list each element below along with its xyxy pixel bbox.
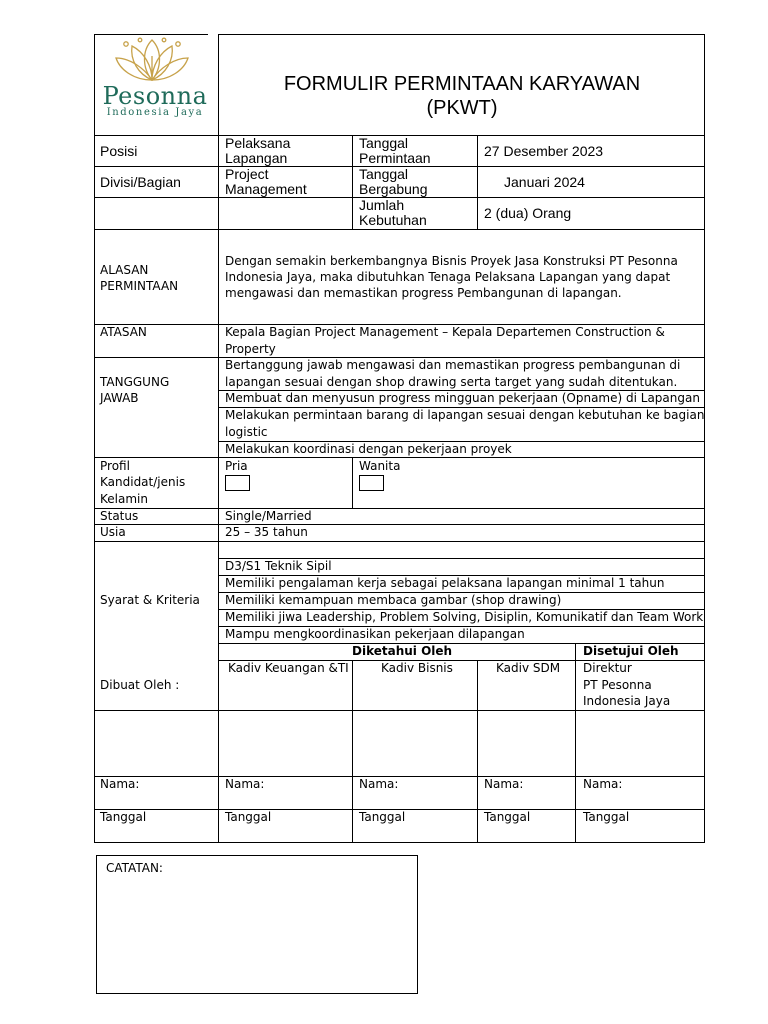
duty-1-line1: Bertanggung jawab mengawasi dan memastikan progress pembangunan di xyxy=(225,358,681,372)
criteria-item: Memiliki kemampuan membaca gambar (shop drawing) xyxy=(225,593,562,607)
tanggal-field-label: Tanggal xyxy=(225,810,272,824)
duty-2: Membuat dan menyusun progress mingguan pekerjaan (Opname) di Lapangan xyxy=(225,391,700,405)
tanggal-field-label: Tanggal xyxy=(359,810,406,824)
tanggal-field-label: Tanggal xyxy=(484,810,531,824)
direktur-label-line1: Direktur xyxy=(583,661,632,675)
profil-label-line2: Kandidat/jenis xyxy=(100,475,186,489)
nama-field-label: Nama: xyxy=(359,777,399,791)
tgl-permintaan-label-line2: Permintaan xyxy=(359,150,431,166)
catatan-label: CATATAN: xyxy=(106,861,163,875)
diketahui-oleh-heading: Diketahui Oleh xyxy=(352,644,453,658)
kadiv-bisnis-label: Kadiv Bisnis xyxy=(381,661,453,675)
lotus-icon xyxy=(112,36,192,82)
tgl-bergabung-label-line1: Tanggal xyxy=(359,166,409,182)
logo-wordmark: Pesonna xyxy=(102,82,208,110)
nama-field-label: Nama: xyxy=(484,777,524,791)
tanggung-jawab-label-line2: JAWAB xyxy=(100,391,139,405)
atasan-label: ATASAN xyxy=(100,325,147,339)
divisi-value-line1: Project xyxy=(225,166,269,182)
tgl-bergabung-label-line2: Bergabung xyxy=(359,181,428,197)
posisi-value-line1: Pelaksana xyxy=(225,135,291,151)
kadiv-sdm-label: Kadiv SDM xyxy=(496,661,561,675)
disetujui-oleh-heading: Disetujui Oleh xyxy=(583,644,679,658)
atasan-text-line2: Property xyxy=(225,342,276,356)
posisi-value-line2: Lapangan xyxy=(225,150,288,166)
duty-3-line1: Melakukan permintaan barang di lapangan sesuai dengan kebutuhan ke bagian xyxy=(225,408,705,422)
criteria-item: Mampu mengkoordinasikan pekerjaan dilapangan xyxy=(225,627,525,641)
nama-field-label: Nama: xyxy=(100,777,140,791)
alasan-label-line2: PERMINTAAN xyxy=(100,279,179,293)
direktur-label-line3: Indonesia Jaya xyxy=(583,694,671,708)
wanita-label: Wanita xyxy=(359,459,401,473)
profil-label-line3: Kelamin xyxy=(100,492,148,506)
criteria-item: Memiliki jiwa Leadership, Problem Solving, Disiplin, Komunikatif dan Team Work xyxy=(225,610,704,624)
posisi-label: Posisi xyxy=(100,143,138,159)
tgl-permintaan-label-line1: Tanggal xyxy=(359,135,409,151)
alasan-text-line2: Indonesia Jaya, maka dibutuhkan Tenaga Pelaksana Lapangan yang dapat xyxy=(225,270,671,284)
criteria-item: D3/S1 Teknik Sipil xyxy=(225,559,332,573)
usia-value: 25 – 35 tahun xyxy=(225,525,308,539)
title-line-1: FORMULIR PERMINTAAN KARYAWAN xyxy=(283,73,641,95)
tgl-bergabung-value: Januari 2024 xyxy=(504,174,585,190)
alasan-text-line1: Dengan semakin berkembangnya Bisnis Proyek Jasa Konstruksi PT Pesonna xyxy=(225,254,678,268)
wanita-checkbox[interactable] xyxy=(359,475,384,491)
catatan-box[interactable] xyxy=(96,855,418,994)
kadiv-keuangan-label: Kadiv Keuangan &TI xyxy=(228,661,349,675)
dibuat-oleh-label: Dibuat Oleh : xyxy=(100,678,180,692)
jumlah-label-line2: Kebutuhan xyxy=(359,212,427,228)
alasan-text-line3: mengawasi dan memastikan progress Pembangunan di lapangan. xyxy=(225,286,622,300)
usia-label: Usia xyxy=(100,525,126,539)
duty-4: Melakukan koordinasi dengan pekerjaan proyek xyxy=(225,442,512,456)
duty-3-line2: logistic xyxy=(225,425,268,439)
status-label: Status xyxy=(100,509,139,523)
alasan-label-line1: ALASAN xyxy=(100,263,149,277)
jumlah-value: 2 (dua) Orang xyxy=(484,205,572,221)
tgl-permintaan-value: 27 Desember 2023 xyxy=(484,143,604,159)
criteria-item: Memiliki pengalaman kerja sebagai pelaksana lapangan minimal 1 tahun xyxy=(225,576,665,590)
tanggal-field-label: Tanggal xyxy=(583,810,630,824)
duty-1-line2: lapangan sesuai dengan shop drawing serta target yang sudah ditentukan. xyxy=(225,375,678,389)
profil-label-line1: Profil xyxy=(100,459,130,473)
jumlah-label-line1: Jumlah xyxy=(359,197,405,213)
nama-field-label: Nama: xyxy=(225,777,265,791)
pria-label: Pria xyxy=(225,459,248,473)
direktur-label-line2: PT Pesonna xyxy=(583,678,652,692)
pria-checkbox[interactable] xyxy=(225,475,250,491)
page-title xyxy=(219,72,705,120)
status-value: Single/Married xyxy=(225,509,312,523)
divisi-label: Divisi/Bagian xyxy=(100,174,181,190)
logo-subtitle: Indonesia Jaya xyxy=(106,107,204,118)
tanggung-jawab-label-line1: TANGGUNG xyxy=(100,375,170,389)
divisi-value-line2: Management xyxy=(225,181,307,197)
syarat-label: Syarat & Kriteria xyxy=(100,593,200,607)
tanggal-field-label: Tanggal xyxy=(100,810,147,824)
nama-field-label: Nama: xyxy=(583,777,623,791)
atasan-text-line1: Kepala Bagian Project Management – Kepala Departemen Construction & xyxy=(225,325,665,339)
title-line-2: (PKWT) xyxy=(426,97,498,119)
